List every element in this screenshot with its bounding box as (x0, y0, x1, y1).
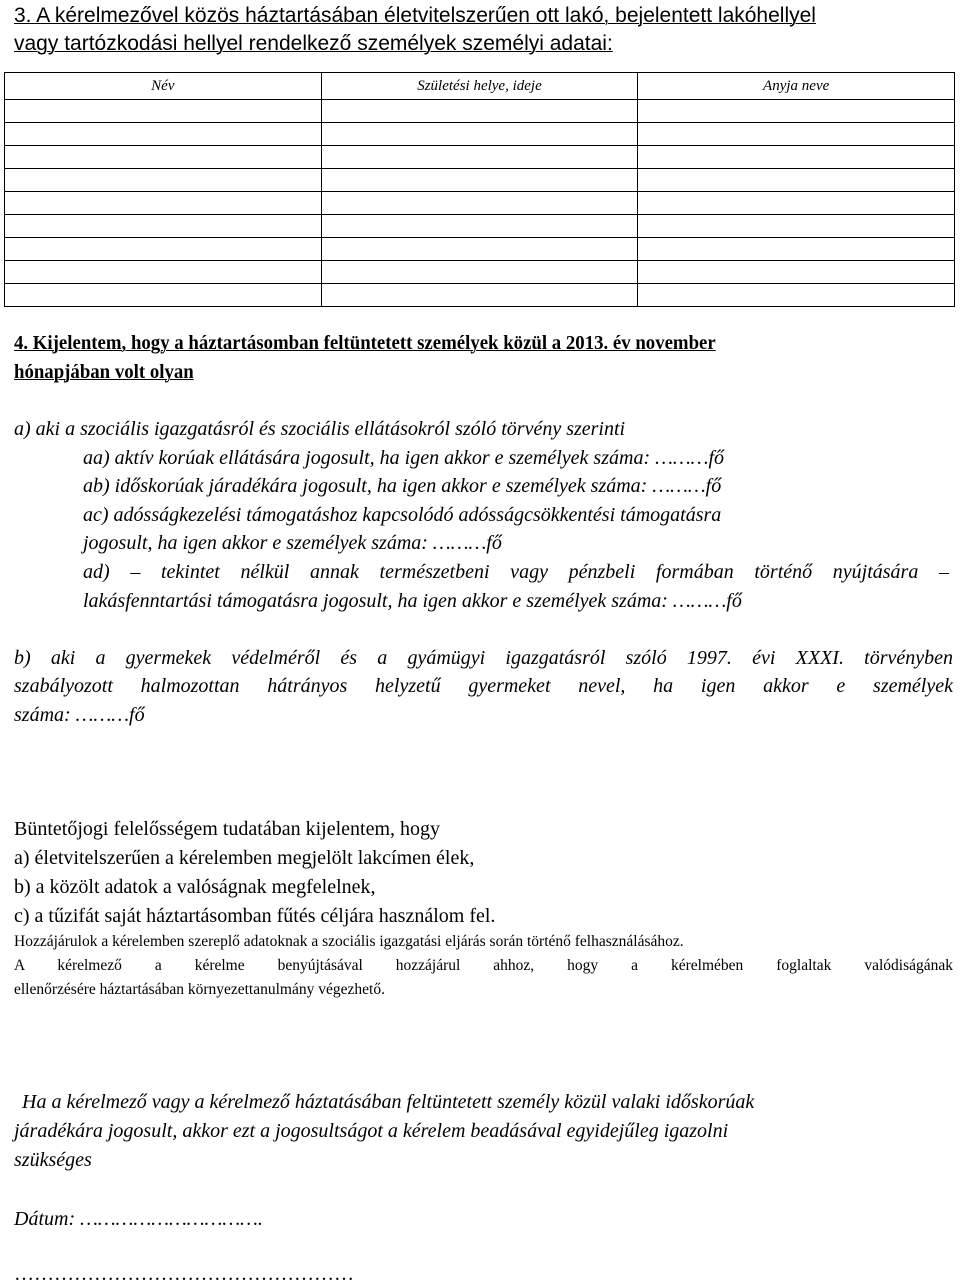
table-cell[interactable] (5, 215, 322, 238)
declaration-intro: Büntetőjogi felelősségem tudatában kijelentem, hogy (14, 818, 441, 840)
table-cell[interactable] (321, 215, 638, 238)
table-cell[interactable] (5, 169, 322, 192)
date-field: Dátum: …………………………. (14, 1208, 263, 1230)
table-cell[interactable] (321, 192, 638, 215)
table-cell[interactable] (5, 123, 322, 146)
notice-line1: Ha a kérelmező vagy a kérelmező háztatásában feltüntetett személy közül valaki időskorúak (22, 1091, 755, 1113)
table-row (5, 261, 955, 284)
column-header-mother-name: Anyja neve (638, 73, 955, 100)
table-cell[interactable] (321, 100, 638, 123)
declaration-a: a) életvitelszerűen a kérelemben megjelölt lakcímen élek, (14, 847, 475, 869)
declaration-b: b) a közölt adatok a valóságnak megfelelnek, (14, 876, 376, 898)
column-header-name: Név (5, 73, 322, 100)
table-cell[interactable] (5, 100, 322, 123)
section-4-heading-cont: hónapjában volt olyan (14, 361, 194, 383)
column-header-birthplace-date: Születési helye, ideje (321, 73, 638, 100)
household-persons-table (4, 72, 955, 307)
consent-line1: Hozzájárulok a kérelemben szereplő adatoknak a szociális igazgatási eljárás során történő felhasználásához. (14, 933, 684, 950)
item-b-line1: b) aki a gyermekek védelméről és a gyámügyi igazgatásról szóló 1997. évi XXXI. törvényben (14, 647, 953, 669)
table-cell[interactable] (321, 123, 638, 146)
table-row (5, 123, 955, 146)
table-cell[interactable] (638, 123, 955, 146)
item-ac-line2: jogosult, ha igen akkor e személyek száma: ………fő (83, 532, 502, 554)
table-cell[interactable] (321, 169, 638, 192)
notice-line2: járadékára jogosult, akkor ezt a jogosultságot a kérelem beadásával egyidejűleg igazolni (14, 1120, 729, 1142)
table-cell[interactable] (321, 146, 638, 169)
table-row (5, 169, 955, 192)
table-cell[interactable] (638, 146, 955, 169)
table-cell[interactable] (5, 238, 322, 261)
declaration-c: c) a tűzifát saját háztartásomban fűtés céljára használom fel. (14, 905, 496, 927)
table-row (5, 215, 955, 238)
consent-line3: ellenőrzésére háztartásában környezettanulmány végezhető. (14, 981, 385, 998)
table-cell[interactable] (5, 146, 322, 169)
table-row (5, 238, 955, 261)
table-body (5, 100, 955, 307)
table-cell[interactable] (321, 261, 638, 284)
table-cell[interactable] (5, 284, 322, 307)
item-b-line3: száma: ………fő (14, 704, 145, 726)
section-3-heading-cont: vagy tartózkodási hellyel rendelkező személyek személyi adatai: (14, 32, 613, 55)
table-cell[interactable] (638, 284, 955, 307)
table-row (5, 192, 955, 215)
table-cell[interactable] (638, 215, 955, 238)
item-a-intro: a) aki a szociális igazgatásról és szociális ellátásokról szóló törvény szerinti (14, 418, 626, 440)
table-cell[interactable] (321, 238, 638, 261)
item-ad-line2: lakásfenntartási támogatásra jogosult, ha igen akkor e személyek száma: ………fő (83, 590, 742, 612)
table-row (5, 284, 955, 307)
table-cell[interactable] (5, 192, 322, 215)
table-cell[interactable] (638, 100, 955, 123)
notice-line3: szükséges (14, 1149, 92, 1171)
table-cell[interactable] (638, 192, 955, 215)
table-cell[interactable] (5, 261, 322, 284)
table-row (5, 146, 955, 169)
table-cell[interactable] (638, 238, 955, 261)
item-aa: aa) aktív korúak ellátására jogosult, ha igen akkor e személyek száma: ………fő (83, 447, 725, 469)
section-3-heading: 3. A kérelmezővel közös háztartásában életvitelszerűen ott lakó, bejelentett lakóhellyel (14, 4, 816, 27)
item-ab: ab) időskorúak járadékára jogosult, ha igen akkor e személyek száma: ………fő (83, 475, 722, 497)
consent-line2: A kérelmező a kérelme benyújtásával hozzájárul ahhoz, hogy a kérelmében foglaltak valódiságának (14, 957, 953, 974)
table-header-row (5, 73, 955, 100)
signature-line: …………………………………………… (14, 1263, 354, 1285)
table-cell[interactable] (638, 261, 955, 284)
table-row (5, 100, 955, 123)
item-ac-line1: ac) adósságkezelési támogatáshoz kapcsolódó adósságcsökkentési támogatásra (83, 504, 722, 526)
item-b-line2: szabályozott halmozottan hátrányos helyzetű gyermeket nevel, ha igen akkor e személyek (14, 675, 953, 697)
item-ad-line1: ad) – tekintet nélkül annak természetbeni vagy pénzbeli formában történő nyújtására – (83, 561, 949, 583)
section-4-heading: 4. Kijelentem, hogy a háztartásomban feltüntetett személyek közül a 2013. év november (14, 332, 716, 354)
table-cell[interactable] (321, 284, 638, 307)
table-cell[interactable] (638, 169, 955, 192)
